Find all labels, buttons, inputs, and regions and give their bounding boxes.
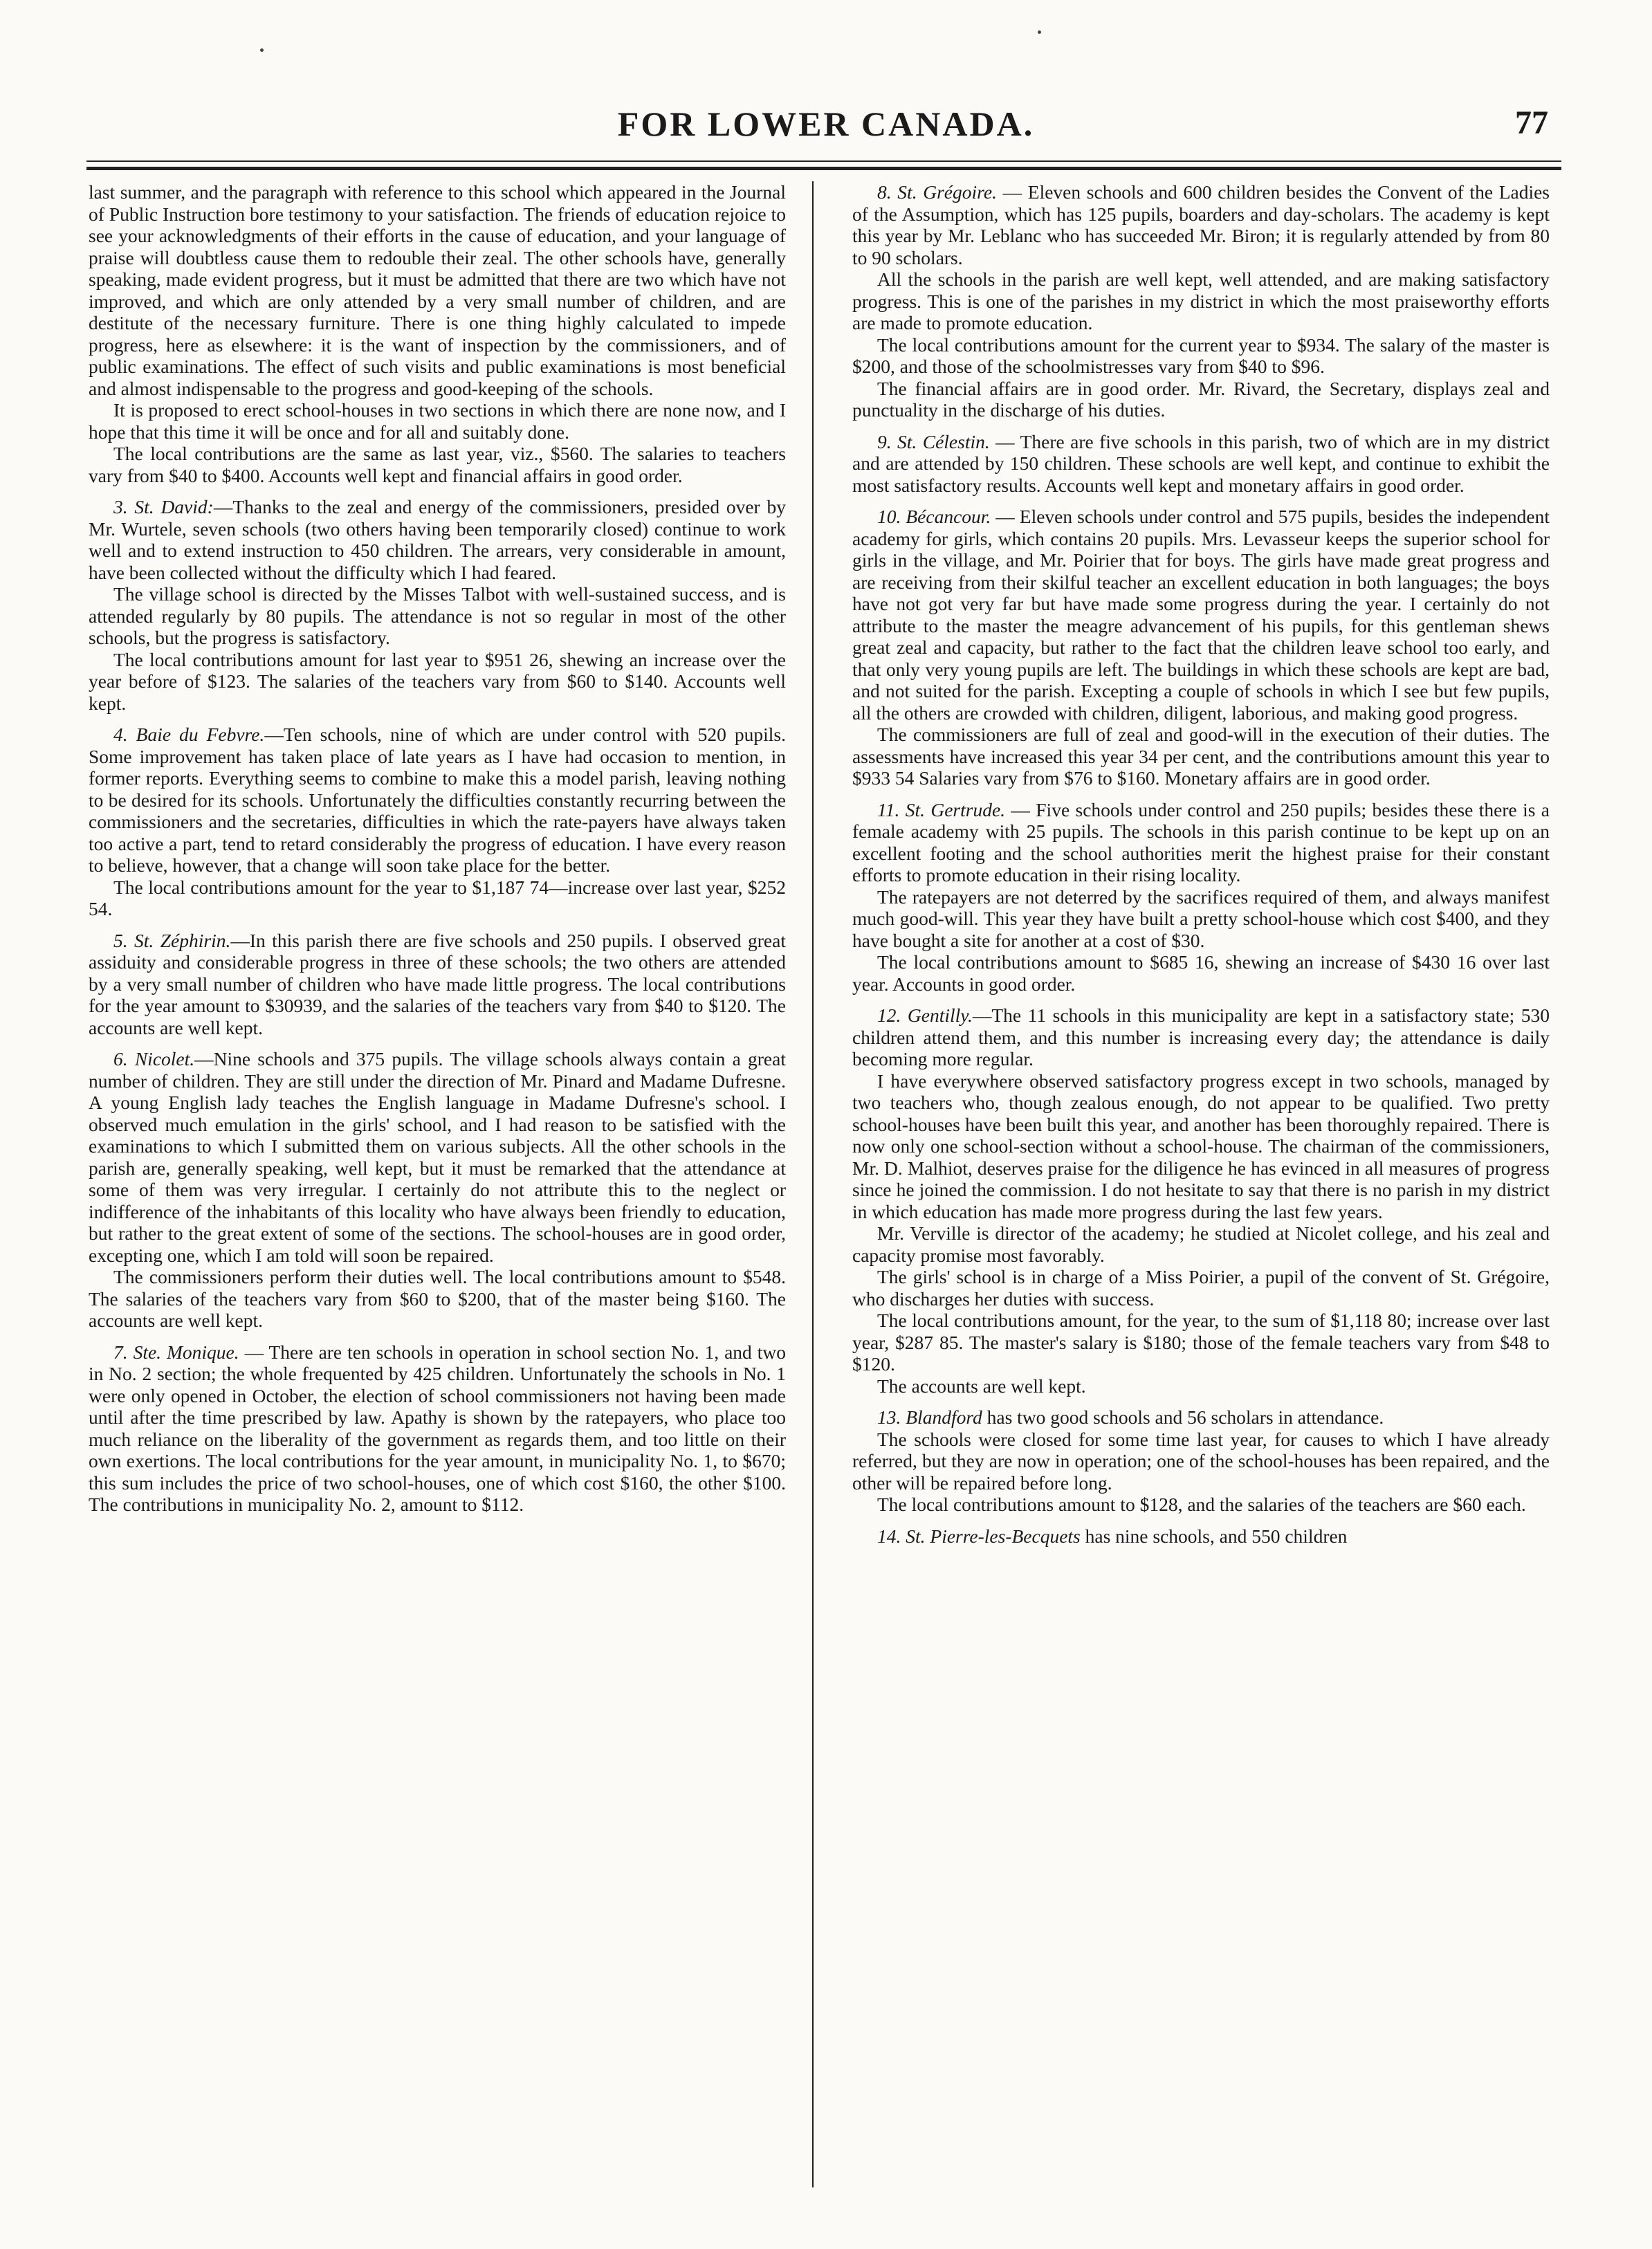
section-heading: 5. St. Zéphirin. [113, 929, 231, 951]
section-paragraph [89, 724, 786, 876]
section-paragraph [852, 181, 1550, 268]
paragraph [89, 1266, 786, 1332]
paragraph-text: —In this parish there are five schools and 250 pupils. I observed great assiduity and considerable progress in three of these schools; the two others are attended by a very small number of children who have made little progress. The local contributions for the year amount to $30939, and the salaries of the teachers vary from $40 to $120. The accounts are well kept. [89, 929, 786, 1038]
paragraph [852, 724, 1550, 789]
paragraph-text: I have everywhere observed satisfactory progress except in two schools, managed by two teachers who, though zealous enough, do not appear to be qualified. Two pretty school-houses have been built this year, and another has been thoroughly repaired. There is now only one school-section without a school-house. The chairman of the commissioners, Mr. D. Malhiot, deserves praise for the diligence he has evinced in all measures of progress since he joined the commission. I do not hesitate to say that there is no parish in my district in which education has made more progress during the last few years. [852, 1070, 1550, 1222]
right-column [852, 181, 1550, 2208]
paragraph [852, 1222, 1550, 1266]
paragraph-text: The ratepayers are not deterred by the sacrifices required of them, and always manifest much good-will. This year they have built a pretty school-house which cost $400, and they have bought a site for another at a cost of $30. [852, 885, 1550, 951]
paragraph-text: —Thanks to the zeal and energy of the commissioners, presided over by Mr. Wurtele, seven schools (two others having been temporarily closed) continue to work well and to extend instruction to 450 children. The arrears, very considerable in amount, have been collected without the difficulty which I had feared. [89, 496, 786, 583]
paragraph-text: The local contributions are the same as last year, viz., $560. The salaries to teachers vary from $40 to $400. Accounts well kept and financial affairs in good order. [89, 443, 786, 486]
paragraph [89, 649, 786, 715]
paragraph [852, 1429, 1550, 1494]
paragraph [852, 951, 1550, 995]
paragraph-text: The commissioners are full of zeal and good-will in the execution of their duties. The assessments have increased this year 34 per cent, and the contributions amount this year to $933 54 Salaries vary from $76 to $160. Monetary affairs are in good order. [852, 724, 1550, 789]
paragraph-text: The local contributions amount, for the year, to the sum of $1,118 80; increase over last year, $287 85. The master's salary is $180; those of the female teachers vary from $48 to $120. [852, 1310, 1550, 1375]
paragraph-text: —Nine schools and 375 pupils. The village schools always contain a great number of children. They are still under the direction of Mr. Pinard and Madame Dufresne. A young English lady teaches the English language in Madame Dufresne's school. I observed much emulation in the girls' school, and I had reason to be satisfied with the examinations to which I submitted them on various subjects. All the other schools in the parish are, generally speaking, well kept, but it must be remarked that the attendance at some of them was very irregular. I certainly do not attribute this to the neglect or indifference of the inhabitants of this locality who have always been friendly to education, but rather to the great extent of some of the sections. The school-houses are in good order, excepting one, which I am told will soon be repaired. [89, 1048, 786, 1266]
section-paragraph [89, 1341, 786, 1516]
paragraph-text: The girls' school is in charge of a Miss Poirier, a pupil of the convent of St. Grégoire, who discharges her duties with success. [852, 1266, 1550, 1310]
paragraph-text: —The 11 schools in this municipality are kept in a satisfactory state; 530 children attend them, and this number is increasing every day; the attendance is daily becoming more regular. [852, 1004, 1550, 1070]
left-column [89, 181, 786, 2208]
section-heading: 14. St. Pierre-les-Becquets [877, 1525, 1081, 1547]
paragraph [89, 583, 786, 649]
section-heading: 9. St. Célestin. [877, 430, 990, 452]
header-rule [86, 160, 1561, 162]
paragraph-text: The local contributions amount to $685 16, shewing an increase of $430 16 over last year. Accounts in good order. [852, 951, 1550, 995]
section-paragraph [89, 1048, 786, 1266]
section-paragraph [852, 1406, 1550, 1429]
paragraph [852, 1070, 1550, 1223]
section-heading: 7. Ste. Monique. [113, 1341, 239, 1363]
speck-mark [1038, 30, 1041, 34]
paragraph [852, 886, 1550, 952]
section-heading: 8. St. Grégoire. [877, 181, 997, 203]
paragraph-text: — There are ten schools in operation in school section No. 1, and two in No. 2 section; the whole frequented by 425 children. Unfortunately the schools in No. 1 were only opened in October, the election of school commissioners not having been made until after the time prescribed by law. Apathy is shown by the ratepayers, who place too much reliance on the liberality of the government as regards them, and too little on their own exertions. The local contributions for the year amount, in municipality No. 1, to $670; this sum includes the price of two school-houses, one of which cost $160, the other $100. The contributions in municipality No. 2, amount to $112. [89, 1341, 786, 1515]
paragraph [89, 443, 786, 486]
speck-mark [260, 48, 264, 52]
paragraph-text: It is proposed to erect school-houses in two sections in which there are none now, and I hope that this time it will be once and for all and suitably done. [89, 399, 786, 443]
section-heading: 3. St. David: [113, 496, 214, 517]
paragraph-text: The schools were closed for some time last year, for causes to which I have already referred, but they are now in operation; one of the school-houses has been repaired, and the other will be repaired before long. [852, 1428, 1550, 1494]
paragraph [852, 1266, 1550, 1310]
paragraph-text: The commissioners perform their duties well. The local contributions amount to $548. The salaries of the teachers vary from $60 to $200, that of the master being $160. The accounts are well kept. [89, 1266, 786, 1331]
section-paragraph [852, 799, 1550, 886]
section-heading: 13. Blandford [877, 1406, 982, 1428]
paragraph-text: — Eleven schools and 600 children besides the Convent of the Ladies of the Assumption, which has 125 pupils, boarders and day-scholars. The academy is kept this year by Mr. Leblanc who has succeeded Mr. Biron; it is regularly attended by from 80 to 90 scholars. [852, 181, 1550, 268]
paragraph [852, 334, 1550, 378]
section-paragraph [89, 930, 786, 1039]
section-paragraph [89, 496, 786, 583]
paragraph-text: The local contributions amount to $128, and the salaries of the teachers are $60 each. [877, 1494, 1526, 1515]
paragraph-text: The local contributions amount for the year to $1,187 74—increase over last year, $252 54. [89, 876, 786, 919]
paragraph-text: — There are five schools in this parish, two of which are in my district and are attended by 150 children. These schools are well kept, and continue to exhibit the most satisfactory results. Accounts well kept and monetary affairs in good order. [852, 430, 1550, 496]
paragraph [852, 1494, 1550, 1516]
paragraph [852, 268, 1550, 334]
section-paragraph [852, 1004, 1550, 1070]
column-divider [812, 181, 814, 2187]
paragraph-text: All the schools in the parish are well kept, well attended, and are making satisfactory progress. This is one of the parishes in my district in which the most praiseworthy efforts are made to promote education. [852, 268, 1550, 333]
paragraph [852, 378, 1550, 421]
section-heading: 6. Nicolet. [113, 1048, 195, 1070]
paragraph-text: has two good schools and 56 scholars in attendance. [982, 1406, 1384, 1428]
section-paragraph [852, 506, 1550, 724]
paragraph-text: The local contributions amount for the current year to $934. The salary of the master is $200, and those of the schoolmistresses vary from $40 to $96. [852, 333, 1550, 377]
page-header [0, 104, 1652, 152]
paragraph-text: The financial affairs are in good order. Mr. Rivard, the Secretary, displays zeal and punctuality in the discharge of his duties. [852, 377, 1550, 421]
paragraph-text: last summer, and the paragraph with reference to this school which appeared in the Journal of Public Instruction bore testimony to your satisfaction. The friends of education rejoice to see your acknowledgments of their efforts in the cause of education, and your language of praise will doubtless cause them to redouble their zeal. The other schools have, generally speaking, made evident progress, but it must be admitted that there are two which have not improved, and which are only attended by a very small number of children, and are destitute of the necessary furniture. There is one thing highly calculated to impede progress, here as elsewhere: it is the want of inspection by the commissioners, and of public examinations. The effect of such visits and public examinations is most beneficial and almost indispensable to the progress and good-keeping of the schools. [89, 181, 786, 399]
paragraph-text: Mr. Verville is director of the academy; he studied at Nicolet college, and his zeal and capacity promise most favorably. [852, 1222, 1550, 1266]
paragraph [89, 399, 786, 443]
section-paragraph [852, 1525, 1550, 1548]
section-heading: 4. Baie du Febvre. [113, 724, 265, 745]
paragraph-text: has nine schools, and 550 children [1080, 1525, 1348, 1547]
paragraph-text: — Eleven schools under control and 575 pupils, besides the independent academy for girls, which contains 20 pupils. Mrs. Levasseur keeps the superior school for girls in the village, and Mr. Poirier that for boys. The girls have made great progress and are receiving from their skilful teacher an excellent education in both languages; the boys have not got very far but have made some progress during the year. I certainly do not attribute to the master the meagre advancement of his pupils, for this gentleman shews great zeal and capacity, but rather to the fact that the children leave school too early, and that only very young pupils are left. The buildings in which these schools are kept are bad, and not suited for the parish. Excepting a couple of schools in which I see but few pupils, all the others are crowded with children, diligent, laborious, and making good progress. [852, 506, 1550, 724]
paragraph [852, 1310, 1550, 1375]
paragraph [89, 876, 786, 920]
page-number: 77 [1515, 104, 1548, 141]
running-title: FOR LOWER CANADA. [617, 104, 1035, 143]
section-heading: 11. St. Gertrude. [877, 798, 1006, 820]
section-heading: 12. Gentilly. [877, 1004, 973, 1026]
paragraph-text: —Ten schools, nine of which are under control with 520 pupils. Some improvement has taken place of late years as I have had occasion to mention, in former reports. Everything seems to combine to make this a model parish, leaving nothing to be desired for its schools. Unfortunately the difficulties constantly recurring between the commissioners and the secretaries, difficulties in which the rate-payers have always taken too active a part, tend to retard considerably the progress of education. I have every reason to believe, however, that a change will soon take place for the better. [89, 724, 786, 876]
paragraph-text: — Five schools under control and 250 pupils; besides these there is a female academy with 25 pupils. The schools in this parish continue to be kept up on an excellent footing and the school authorities merit the highest praise for their constant efforts to promote education in their rising locality. [852, 798, 1550, 885]
paragraph [89, 181, 786, 399]
paragraph [852, 1375, 1550, 1397]
section-heading: 10. Bécancour. [877, 506, 991, 527]
paragraph-text: The village school is directed by the Misses Talbot with well-sustained success, and is attended regularly by 80 pupils. The attendance is not so regular in most of the other schools, but the progress is satisfactory. [89, 583, 786, 648]
section-paragraph [852, 431, 1550, 497]
header-rule-thick [86, 167, 1561, 170]
paragraph-text: The accounts are well kept. [877, 1375, 1086, 1397]
paragraph-text: The local contributions amount for last year to $951 26, shewing an increase over the year before of $123. The salaries of the teachers vary from $60 to $140. Accounts well kept. [89, 648, 786, 714]
